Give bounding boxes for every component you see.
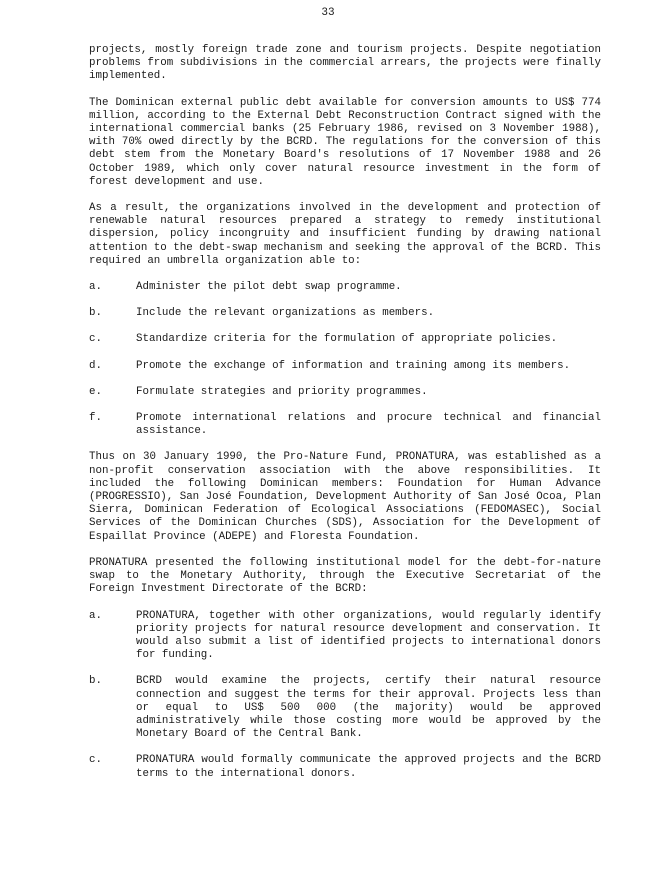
list-item: [89, 333, 601, 346]
list-item-text: Formulate strategies and priority programmes.: [136, 385, 428, 398]
list-item-label: c.: [89, 754, 102, 767]
list-item: [89, 610, 601, 663]
institutional-model-list: [89, 610, 601, 781]
list-item-label: a.: [89, 281, 102, 294]
paragraph-external-debt: The Dominican external public debt available for conversion amounts to US$ 774 million, according to the External Debt Reconstruction Contract signed with the international commercial banks (25 February 1986, revised on 3 November 1988), with 70% owed directly by the BCRD. The regulations for the conversion of this debt stem from the Monetary Board's resolutions of 17 November 1988 and 26 October 1989, which only cover natural resource investment in the form of forest development and use.: [89, 96, 601, 188]
list-item: [89, 281, 601, 294]
list-item: [89, 754, 601, 780]
list-item: [89, 412, 601, 438]
list-item: [89, 386, 601, 399]
document-body: [89, 44, 601, 794]
list-item-label: f.: [89, 412, 102, 425]
list-item-text: Include the relevant organizations as members.: [136, 307, 435, 320]
list-item-text: Promote international relations and procure technical and financial assistance.: [136, 412, 601, 438]
list-item-text: PRONATURA would formally communicate the approved projects and the BCRD terms to the international donors.: [136, 754, 601, 780]
paragraph-continuation: projects, mostly foreign trade zone and tourism projects. Despite negotiation problems from subdivisions in the commercial arrears, the projects were finally implemented.: [89, 44, 601, 83]
paragraph-strategy: As a result, the organizations involved in the development and protection of renewable natural resources prepared a strategy to remedy institutional dispersion, policy incongruity and insufficient funding by drawing national attention to the debt-swap mechanism and seeking the approval of the BCRD. This required an umbrella organization able to:: [89, 202, 601, 267]
list-item-text: Administer the pilot debt swap programme.: [136, 281, 402, 294]
list-item-text: PRONATURA, together with other organizations, would regularly identify priority projects for natural resource development and conservation. It would also submit a list of identified projects to international donors for funding.: [136, 609, 601, 662]
list-item-text: BCRD would examine the projects, certify their natural resource connection and suggest the terms for their approval. Projects less than or equal to US$ 500 000 (the majority) would be approved administratively while those costing more would be approved by the Monetary Board of the Central Bank.: [136, 675, 601, 741]
paragraph-institutional-model: PRONATURA presented the following institutional model for the debt-for-nature swap to the Monetary Authority, through the Executive Secretariat of the Foreign Investment Directorate of the BCRD:: [89, 556, 601, 596]
paragraph-pronatura-established: Thus on 30 January 1990, the Pro-Nature Fund, PRONATURA, was established as a non-profit conservation association with the above responsibilities. It included the following Dominican members: Foundation for Human Advance (PROGRESSIO), San José Foundation, Development Authority of San José Ocoa, Plan Sierra, Dominican Federation of Ecological Associations (FEDOMASEC), Social Services of the Dominican Churches (SDS), Association for the Development of Espaillat Province (ADEPE) and Floresta Foundation.: [89, 451, 601, 543]
list-item: [89, 307, 601, 320]
list-item-label: b.: [89, 675, 102, 688]
list-item-text: Promote the exchange of information and training among its members.: [136, 359, 571, 372]
list-item: [89, 360, 601, 373]
umbrella-organization-list: [89, 281, 601, 438]
list-item-label: b.: [89, 307, 102, 320]
list-item-label: d.: [89, 359, 102, 372]
list-item-label: e.: [89, 385, 102, 398]
list-item-label: a.: [89, 609, 102, 622]
list-item-label: c.: [89, 333, 102, 346]
page-number: 33: [321, 7, 335, 19]
list-item-text: Standardize criteria for the formulation of appropriate policies.: [136, 333, 558, 346]
list-item: [89, 675, 601, 741]
